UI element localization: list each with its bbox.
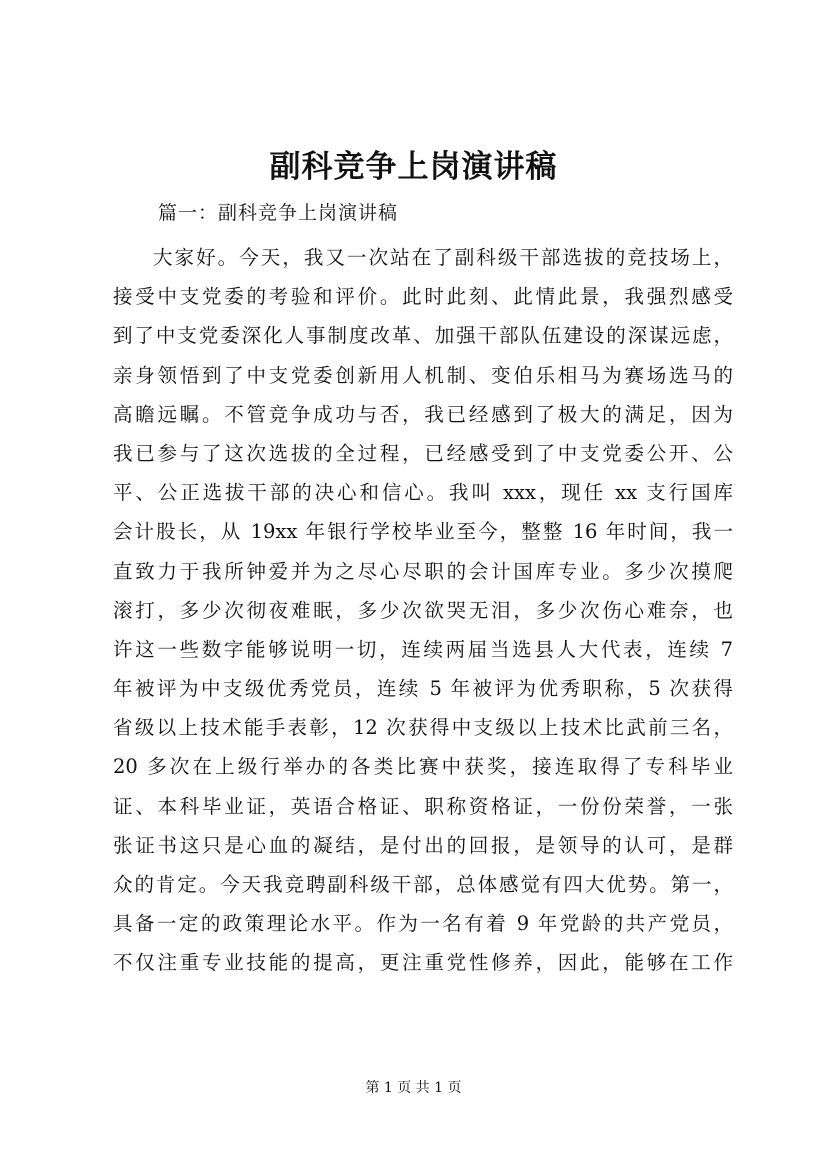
page-footer: 第 1 页 共 1 页 [365, 1080, 462, 1096]
body-line: 具备一定的政策理论水平。作为一名有着 9 年党龄的共产党员， [113, 912, 733, 936]
body-line: 证、本科毕业证，英语合格证、职称资格证，一份份荣誉，一张 [113, 794, 733, 818]
body-line: 不仅注重专业技能的提高，更注重党性修养，因此，能够在工作 [113, 951, 733, 975]
body-line: 直致力于我所钟爱并为之尽心尽职的会计国库专业。多少次摸爬 [113, 559, 733, 583]
body-line: 平、公正选拔干部的决心和信心。我叫 xxx，现任 xx 支行国库 [113, 481, 733, 505]
body-line: 20 多次在上级行举办的各类比赛中获奖，接连取得了专科毕业 [113, 755, 733, 779]
body-line: 大家好。今天，我又一次站在了副科级干部选拔的竞技场上， [153, 246, 733, 269]
body-line: 年被评为中支级优秀党员，连续 5 年被评为优秀职称，5 次获得 [113, 677, 733, 701]
document-title: 副科竞争上岗演讲稿 [269, 149, 558, 185]
document-subtitle: 篇一：副科竞争上岗演讲稿 [158, 202, 399, 224]
body-line: 我已参与了这次选拔的全过程，已经感受到了中支党委公开、公 [113, 441, 733, 465]
body-line: 许这一些数字能够说明一切，连续两届当选县人大代表，连续 7 [113, 637, 733, 661]
body-line: 张证书这只是心血的凝结，是付出的回报，是领导的认可，是群 [113, 833, 733, 857]
body-line: 接受中支党委的考验和评价。此时此刻、此情此景，我强烈感受 [113, 285, 733, 309]
body-line: 亲身领悟到了中支党委创新用人机制、变伯乐相马为赛场选马的 [113, 363, 733, 387]
body-line: 滚打，多少次彻夜难眠，多少次欲哭无泪，多少次伤心难奈，也 [113, 598, 733, 622]
body-text [113, 238, 733, 983]
body-line: 高瞻远瞩。不管竞争成功与否，我已经感到了极大的满足，因为 [113, 402, 733, 426]
body-line: 省级以上技术能手表彰，12 次获得中支级以上技术比武前三名， [113, 716, 733, 740]
body-line: 到了中支党委深化人事制度改革、加强干部队伍建设的深谋远虑， [113, 324, 733, 348]
body-line: 众的肯定。今天我竞聘副科级干部，总体感觉有四大优势。第一， [113, 873, 733, 896]
body-line: 会计股长，从 19xx 年银行学校毕业至今，整整 16 年时间，我一 [113, 520, 733, 544]
